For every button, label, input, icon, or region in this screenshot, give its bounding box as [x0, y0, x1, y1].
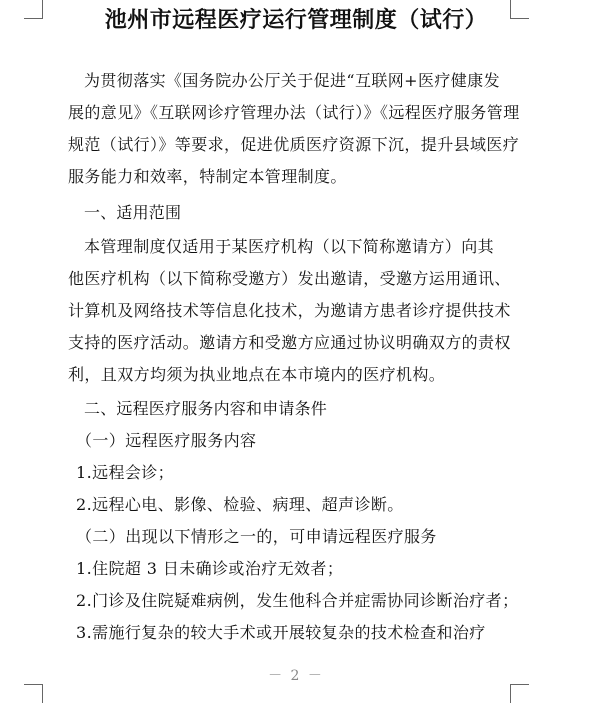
list-item: 2.远程心电、影像、检验、病理、超声诊断。 — [76, 495, 404, 514]
section-heading-scope: 一、适用范围 — [84, 203, 182, 222]
intro-line: 规范（试行）》等要求，促进优质医疗资源下沉，提升县域医疗 — [68, 135, 520, 154]
subsection-heading-conditions: （二）出现以下情形之一的，可申请远程医疗服务 — [76, 527, 437, 546]
subsection-heading-content: （一）远程医疗服务内容 — [76, 431, 257, 450]
section-heading-services: 二、远程医疗服务内容和申请条件 — [84, 399, 328, 418]
section1-line: 利，且双方均须为执业地点在本市境内的医疗机构。 — [68, 365, 446, 384]
page-number: － 2 － — [268, 668, 324, 684]
intro-line: 为贯彻落实《国务院办公厅关于促进“互联网+医疗健康发 — [84, 71, 500, 90]
list-item: 1.远程会诊； — [76, 463, 175, 482]
list-item: 2.门诊及住院疑难病例，发生他科合并症需协同诊断治疗者； — [76, 591, 519, 610]
section1-line: 他医疗机构（以下简称受邀方）发出邀请，受邀方运用通讯、 — [68, 269, 511, 288]
crop-mark-bottom-right — [510, 684, 529, 703]
list-item: 1.住院超 3 日未确诊或治疗无效者； — [76, 559, 344, 578]
section1-line: 计算机及网络技术等信息化技术，为邀请方患者诊疗提供技术 — [68, 301, 511, 320]
crop-mark-bottom-left — [24, 684, 43, 703]
list-item: 3.需施行复杂的较大手术或开展较复杂的技术检查和治疗 — [76, 623, 486, 642]
section1-line: 本管理制度仅适用于某医疗机构（以下简称邀请方）向其 — [84, 237, 495, 256]
document-title: 池州市远程医疗运行管理制度（试行） — [104, 7, 488, 33]
section1-line: 支持的医疗活动。邀请方和受邀方应通过协议明确双方的责权 — [68, 333, 511, 352]
intro-line: 服务能力和效率，特制定本管理制度。 — [68, 167, 347, 186]
intro-line: 展的意见》《互联网诊疗管理办法（试行）》《远程医疗服务管理 — [68, 103, 520, 122]
